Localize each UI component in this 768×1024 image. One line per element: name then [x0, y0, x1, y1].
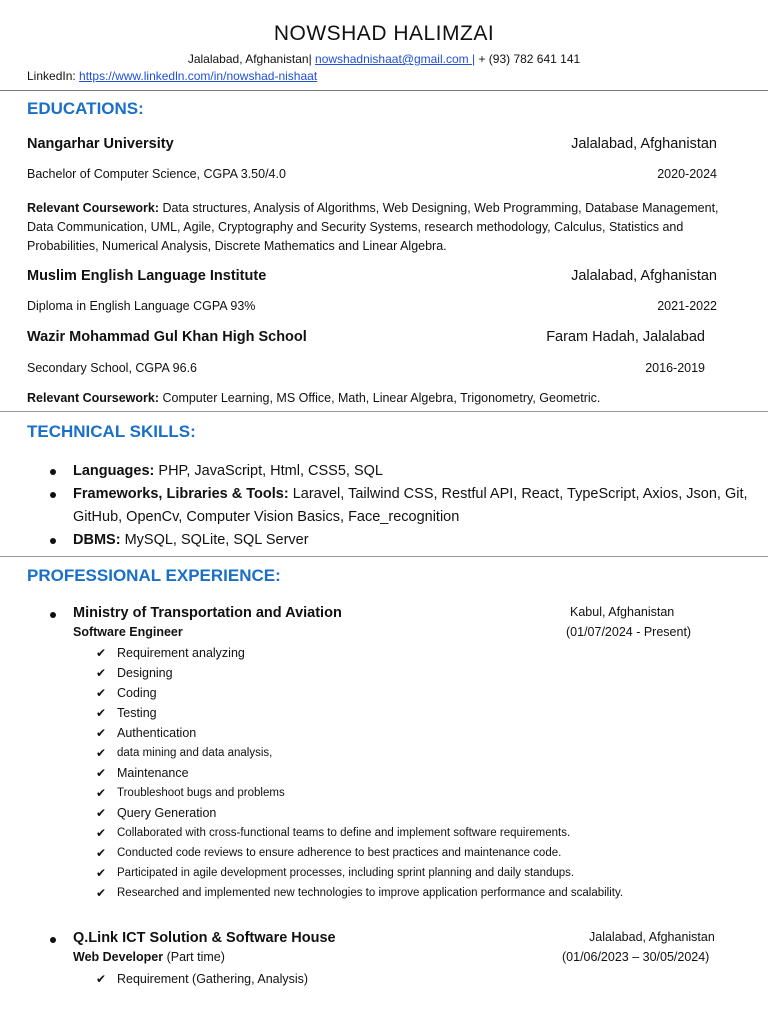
section-heading-skills: TECHNICAL SKILLS:: [27, 422, 196, 441]
education-dates: 2020-2024: [657, 167, 717, 181]
list-item: ✔ Query Generation: [96, 803, 623, 823]
education-degree-row: [27, 167, 717, 181]
coursework-label: Relevant Coursework:: [27, 201, 159, 215]
linkedin-line: [27, 69, 317, 83]
institution-location: Jalalabad, Afghanistan: [571, 268, 717, 284]
job-role: Web Developer (Part time): [73, 950, 225, 964]
checkmark-icon: ✔: [96, 846, 107, 860]
checkmark-icon: ✔: [96, 746, 107, 760]
skill-label: DBMS:: [73, 532, 121, 548]
coursework-paragraph: [27, 389, 727, 408]
education-dates: 2016-2019: [645, 361, 705, 375]
skill-value: MySQL, SQLite, SQL Server: [124, 532, 309, 548]
list-item: [48, 529, 748, 552]
linkedin-label: LinkedIn:: [27, 69, 76, 83]
list-item: ✔ Testing: [96, 703, 623, 723]
checkmark-icon: ✔: [96, 866, 107, 880]
checkmark-icon: ✔: [96, 972, 107, 986]
list-item: ✔ Conducted code reviews to ensure adherence to best practices and maintenance code.: [96, 843, 623, 863]
list-item: ✔ Researched and implemented new technologies to improve application performance and scalability.: [96, 883, 623, 903]
checkmark-icon: ✔: [96, 646, 107, 660]
skill-value: Laravel, Tailwind CSS, Restful API, React, TypeScript, Axios, Json, Git, GitHub, OpenCv, Computer Vision Basics, Face_recognition: [73, 486, 748, 525]
divider: [0, 411, 768, 412]
checkmark-icon: ✔: [96, 706, 107, 720]
task-list: [96, 969, 308, 989]
list-item: ✔ Troubleshoot bugs and problems: [96, 783, 623, 803]
coursework-text: Computer Learning, MS Office, Math, Linear Algebra, Trigonometry, Geometric.: [162, 391, 601, 405]
education-dates: 2021-2022: [657, 299, 717, 313]
coursework-label: Relevant Coursework:: [27, 391, 159, 405]
institution-location: Faram Hadah, Jalalabad: [546, 329, 705, 345]
email-link[interactable]: nowshadnishaat@gmail.com |: [315, 52, 476, 66]
list-item: ✔ Requirement analyzing: [96, 643, 623, 663]
job-location: Jalalabad, Afghanistan: [589, 930, 715, 944]
coursework-paragraph: [27, 199, 727, 256]
divider: [0, 556, 768, 557]
coursework-text: Data structures, Analysis of Algorithms, Web Designing, Web Programming, Database Management, Data Communication, UML, Agile, Cryptography and Security Systems, research methodology, Calculus, Statistics and Probabilities, Numerical Analysis, Discrete Mathematics and Linear Algebra.: [27, 201, 719, 253]
linkedin-link[interactable]: https://www.linkedln.com/in/nowshad-nishaat: [79, 69, 318, 83]
divider: [0, 90, 768, 91]
list-item: ✔ Maintenance: [96, 763, 623, 783]
degree-text: Secondary School, CGPA 96.6: [27, 361, 198, 375]
candidate-name: NOWSHAD HALIMZAI: [273, 22, 495, 45]
job-location: Kabul, Afghanistan: [570, 605, 675, 619]
job-dates: (01/06/2023 – 30/05/2024): [562, 950, 710, 964]
skills-list: [48, 460, 748, 552]
skill-value: PHP, JavaScript, Html, CSS5, SQL: [158, 463, 383, 479]
checkmark-icon: ✔: [96, 766, 107, 780]
education-degree-row: [27, 299, 717, 313]
company-name: Q.Link ICT Solution & Software House: [73, 930, 336, 946]
institution-name: Nangarhar University: [27, 136, 174, 152]
institution-location: Jalalabad, Afghanistan: [571, 136, 717, 152]
checkmark-icon: ✔: [96, 806, 107, 820]
checkmark-icon: ✔: [96, 886, 107, 900]
list-item: ✔ Coding: [96, 683, 623, 703]
contact-line: [0, 52, 768, 66]
institution-name: Muslim English Language Institute: [27, 268, 267, 284]
institution-name: Wazir Mohammad Gul Khan High School: [27, 329, 307, 345]
list-item: ✔ Authentication: [96, 723, 623, 743]
contact-phone: + (93) 782 641 141: [478, 52, 581, 66]
education-entry: [27, 136, 717, 152]
education-entry: [27, 268, 717, 284]
list-item: ✔ Collaborated with cross-functional teams to define and implement software requirements.: [96, 823, 623, 843]
list-item: [48, 460, 748, 483]
education-entry: [27, 329, 705, 345]
checkmark-icon: ✔: [96, 786, 107, 800]
task-list: [96, 643, 623, 903]
bullet-icon: [50, 937, 56, 943]
job-role: Software Engineer: [73, 625, 183, 639]
list-item: ✔ Participated in agile development processes, including sprint planning and daily standups.: [96, 863, 623, 883]
company-name: Ministry of Transportation and Aviation: [73, 605, 342, 621]
checkmark-icon: ✔: [96, 826, 107, 840]
section-heading-experience: PROFESSIONAL EXPERIENCE:: [27, 566, 281, 585]
section-heading-education: EDUCATIONS:: [27, 99, 144, 118]
skill-label: Frameworks, Libraries & Tools:: [73, 486, 289, 502]
list-item: ✔ data mining and data analysis,: [96, 743, 623, 763]
job-dates: (01/07/2024 - Present): [566, 625, 692, 639]
checkmark-icon: ✔: [96, 666, 107, 680]
education-degree-row: [27, 361, 705, 375]
degree-text: Diploma in English Language CGPA 93%: [27, 299, 256, 313]
degree-text: Bachelor of Computer Science, CGPA 3.50/4.0: [27, 167, 286, 181]
list-item: [48, 483, 748, 529]
bullet-icon: [50, 612, 56, 618]
skill-label: Languages:: [73, 463, 155, 479]
checkmark-icon: ✔: [96, 726, 107, 740]
list-item: ✔ Designing: [96, 663, 623, 683]
list-item: ✔ Requirement (Gathering, Analysis): [96, 969, 308, 989]
checkmark-icon: ✔: [96, 686, 107, 700]
contact-location: Jalalabad, Afghanistan|: [187, 52, 312, 66]
